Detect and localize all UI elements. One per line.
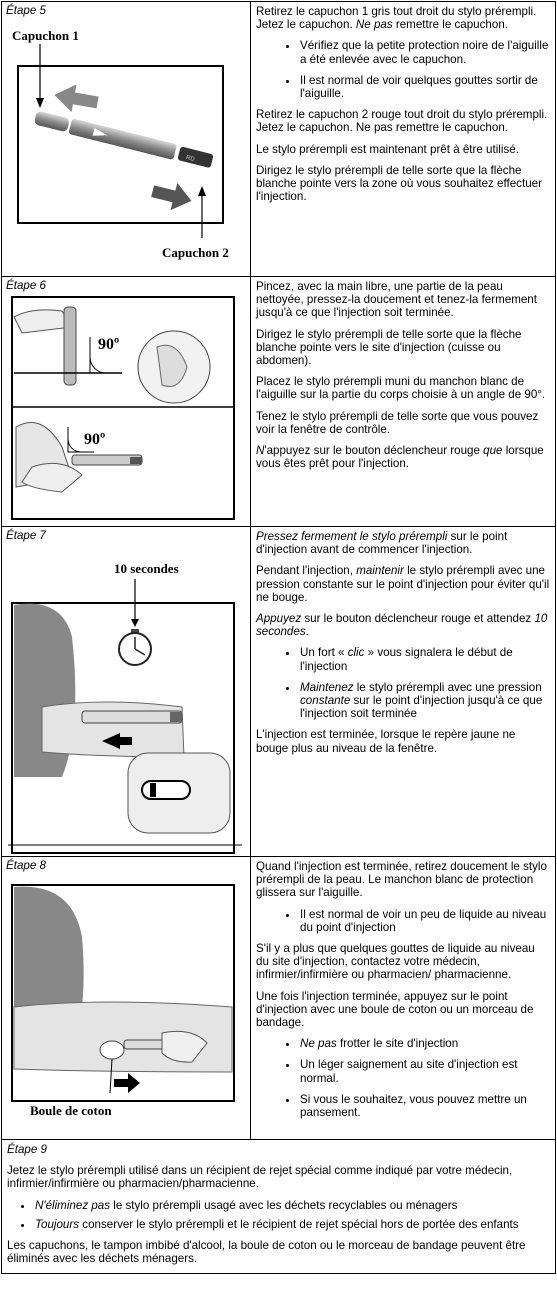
text: 'appuyez sur le bouton déclencheur rouge [264,444,484,458]
angle-arc [90,357,106,373]
inspection-window [142,781,190,799]
step-7-label: Étape 7 [6,529,46,542]
step-5-figure-cell [2,2,251,277]
step-6-illustration [2,277,250,527]
step-6-text [251,277,556,527]
list-item: • Si vous le souhaitez, vous pouvez mettre un pansement. [298,1093,550,1119]
text: frotter le site d'injection [336,1037,459,1051]
hand-bottom [22,463,82,492]
pen-horizontal [82,711,182,723]
step-6-paragraph: Dirigez le stylo prérempli de telle sorte que la flèche blanche pointe vers le site d'injection (cuisse ou abdomen). [256,327,522,368]
emphasis: Pressez fermement le stylo prérempli [256,530,448,543]
red-button [130,457,142,464]
pen-icon [33,110,213,170]
list-item [33,1199,550,1212]
emphasis: maintenir [356,564,404,578]
emphasis: Maintenez [300,680,354,694]
list-item: • Il est normal de voir un peu de liquide au niveau du point d'injection [298,908,550,934]
step-8-paragraph: Quand l'injection est terminée, retirez doucement le stylo prérempli de la peau. Le manchon blanc de protection glissera sur l'aiguille. [256,860,547,900]
text: Un fort « [300,646,348,660]
text: . [305,625,309,639]
step-6-paragraph: Tenez le stylo prérempli de telle sorte que vous pouvez voir la fenêtre de contrôle. [256,409,539,436]
instructions-table [1,1,556,1274]
arrow-head-2 [198,186,206,196]
step-6-figure-cell [2,277,251,527]
list-item [298,1037,550,1050]
step-5-illustration [2,2,250,277]
list-item: • Il est normal de voir quelques gouttes sortir de l'aiguille. [298,74,550,100]
step-9-paragraph: Les capuchons, le tampon imbibé d'alcool, la boule de coton ou le morceau de bandage peuvent être éliminés avec les déchets ménagers. [7,1239,526,1266]
emphasis: N'éliminez pas [35,1198,111,1212]
step-6-paragraph [256,444,550,470]
step-9-text [2,1140,556,1274]
emphasis: clic [347,646,365,660]
step-5-row [2,2,556,277]
step-6-label: Étape 6 [6,279,46,292]
text: le stylo prérempli avec une pression [353,680,542,694]
step-8-paragraph: S'il y a plus que quelques gouttes de liquide au niveau du site d'injection, contactez votre médecin, infirmier/infirmière ou pharmacien/ pharmacienne. [256,942,535,982]
step-8-row [2,857,556,1140]
svg-text:RD: RD [185,155,196,163]
emphasis: Toujours [35,1217,80,1231]
step-5-label: Étape 5 [6,4,46,17]
step-7-bullets [256,646,550,720]
text: sur le point d'injection jusqu'à ce que l'injection soit terminée [300,694,543,721]
step-8-text [251,857,556,1140]
step-9-paragraph: Jetez le stylo prérempli utilisé dans un récipient de rejet spécial comme indiqué par votre médecin, infirmier/infirmière ou pharmacien/pharmacienne. [7,1164,513,1191]
stopwatch-icon [119,629,151,665]
red-button [170,712,182,722]
list-item [33,1218,550,1231]
thigh [42,702,184,757]
list-item [298,681,550,721]
step-7-paragraph [256,564,550,604]
hand-top [14,310,72,333]
step-8-label: Étape 8 [6,859,46,872]
step-8-bullets [256,908,550,934]
emphasis: constante [300,694,351,708]
cotton-ball [100,1041,124,1059]
text: le stylo prérempli usagé avec les déchets recyclables ou ménagers [110,1198,458,1212]
cotton-ball-label: Boule de coton [30,1103,112,1118]
emphasis: N [256,444,265,458]
ten-seconds-label: 10 secondes [114,561,179,576]
step-5-text [251,2,556,277]
step-8-paragraph: Une fois l'injection terminée, appuyez sur le point d'injection avec une boule de coton ou un morceau de bandage. [256,989,534,1030]
step-9-row [2,1140,556,1274]
step-5-bullets [256,39,550,100]
push-arrow-icon [149,178,195,215]
yellow-marker [150,783,156,797]
step-8-figure-cell [2,857,251,1140]
list-item: • Vérifiez que la petite protection noire de l'aiguille a été enlevée avec le capuchon. [298,39,550,65]
text: lorsque vous êtes prêt pour l'injection. [256,444,544,471]
step-9-label: Étape 9 [7,1143,47,1156]
emphasis: Ne pas [300,1037,337,1051]
step-7-text [251,527,556,857]
arrow-head [131,619,139,627]
step-6-paragraph: Pincez, avec la main libre, une partie de la peau nettoyée, pressez-la doucement et tenez-la fermement jusqu'à ce que l'injection soit terminée. [256,280,537,320]
direction-arrow-icon [114,1073,140,1093]
pull-arrow-icon [52,81,100,116]
emphasis: 10 secondes [256,612,548,639]
angle-arc-2 [68,439,81,452]
text: sur le bouton déclencheur rouge et attendez [301,612,535,626]
step-7-figure-cell [2,527,251,857]
step-7-paragraph [256,612,550,638]
angle-label-bottom: 90º [84,431,106,448]
text: remettre le capuchon. [392,18,508,32]
angle-label-top: 90º [98,336,120,353]
step-7-paragraph [256,530,550,556]
capuchon-1-label: Capuchon 1 [12,28,79,43]
text: » vous signalera le début de l'injection [300,646,513,673]
step-5-paragraph [256,5,550,31]
emphasis: Appuyez [256,612,302,626]
step-6-row [2,277,556,527]
step-5-paragraph: Dirigez le stylo prérempli de telle sorte que la flèche blanche pointe vers la zone où vous souhaitez effectuer l'injection. [256,163,542,204]
text: sur le point d'injection avant de commencer l'injection. [256,530,508,557]
step-8-bullets [256,1037,550,1119]
capuchon-2-label: Capuchon 2 [162,245,229,260]
arrow-head [36,98,44,108]
text: conserver le stylo prérempli et le récipient de rejet spécial hors de portée des enfants [79,1217,519,1231]
step-5-paragraph: Le stylo prérempli est maintenant prêt à être utilisé. [256,142,519,156]
step-7-row [2,527,556,857]
emphasis: Ne pas [355,18,393,32]
step-8-illustration [2,857,250,1140]
list-item [298,646,550,672]
step-7-illustration [2,527,250,857]
text: Retirez le capuchon 1 gris tout droit du stylo prérempli. Jetez le capuchon. [256,5,537,32]
text: le stylo prérempli avec une pression constante sur le point d'injection pour éviter qu'il ne bouge. [256,564,550,604]
list-item: • Un léger saignement au site d'injection est normal. [298,1058,550,1084]
step-7-paragraph: L'injection est terminée, lorsque le repère jaune ne bouge plus au niveau de la fenêtre. [256,728,516,755]
step-9-bullets [7,1199,550,1231]
step-5-paragraph: Retirez le capuchon 2 rouge tout droit du stylo prérempli. Jetez le capuchon. Ne pas remettre le capuchon. [256,108,548,135]
step-6-paragraph: Placez le stylo prérempli muni du manchon blanc de l'aiguille sur la partie du corps choisie à un angle de 90°. [256,375,546,402]
emphasis: que [483,444,503,458]
text: Pendant l'injection, [256,564,357,578]
